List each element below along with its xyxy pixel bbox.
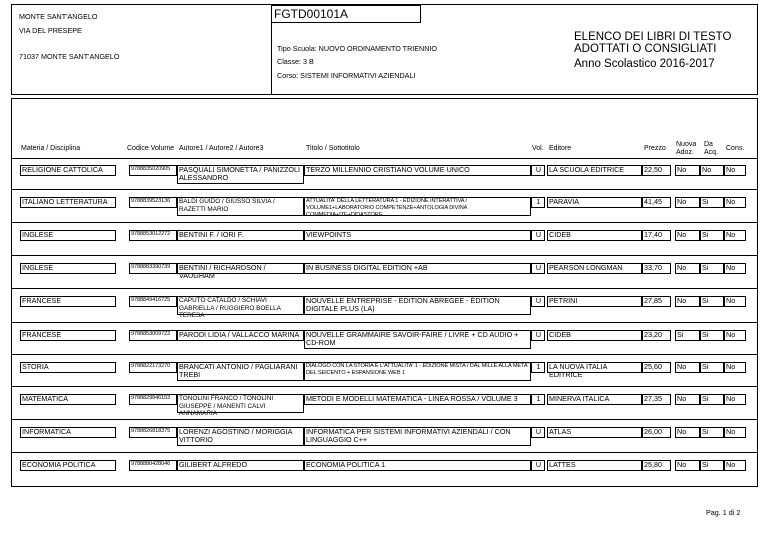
cell-cons: No: [726, 394, 736, 403]
row-separator: [12, 322, 757, 323]
cell-nuova: No: [677, 230, 687, 239]
school-city: 71037 MONTE SANT'ANGELO: [19, 52, 120, 61]
cell-titolo: IN BUSINESS DIGITAL EDITION +AB: [306, 263, 428, 272]
cell-vol: U: [535, 460, 542, 469]
cell-codice: 9788822173270: [131, 363, 171, 369]
cell-prezzo: 17,40: [644, 230, 662, 239]
cell-materia: FRANCESE: [22, 296, 62, 305]
col-da: [704, 141, 718, 157]
cell-nuova: No: [677, 263, 687, 272]
cell-da: Si: [702, 263, 709, 272]
cell-editore: PETRINI: [549, 296, 578, 305]
cell-da: Si: [702, 330, 709, 339]
cell-codice: 9788835020905: [131, 166, 171, 172]
cell-materia: FRANCESE: [22, 330, 62, 339]
cell-editore: CIDEB: [549, 230, 571, 239]
col-prezzo: Prezzo: [644, 145, 666, 152]
cell-materia: STORIA: [22, 362, 49, 371]
cell-editore: CIDEB: [549, 330, 571, 339]
cell-codice: 9788853012272: [131, 231, 171, 237]
row-separator: [12, 386, 757, 387]
row-separator: [12, 222, 757, 223]
cell-materia: RELIGIONE CATTOLICA: [22, 165, 103, 174]
cell-prezzo: 25,80: [644, 460, 662, 469]
cell-vol: 1: [536, 197, 541, 206]
cell-autori: CAPUTO CATALDO / SCHIAVI GABRIELLA / RUGGIERO BOELLA TERESA: [179, 297, 281, 319]
cell-nuova: Si: [677, 330, 684, 339]
header-rule: [12, 158, 757, 159]
cell-da: No: [702, 165, 712, 174]
school-street: VIA DEL PRESEPE: [19, 26, 82, 35]
cell-codice: 9788880428046: [131, 461, 171, 467]
cell-cons: No: [726, 263, 736, 272]
cell-codice: 9788826818375: [131, 428, 171, 434]
cell-prezzo: 33,70: [644, 263, 662, 272]
col-cons: Cons.: [726, 145, 745, 152]
col-vol: Vol.: [532, 145, 544, 152]
books-table: [11, 98, 758, 487]
col-nuova-line2: Adoz.: [676, 149, 694, 156]
cell-codice: 9788883390739: [131, 264, 171, 270]
cell-nuova: No: [677, 394, 687, 403]
cell-prezzo: 23,20: [644, 330, 662, 339]
cell-titolo: METODI E MODELLI MATEMATICA - LINEA ROSSA / VOLUME 3: [306, 394, 518, 403]
row-separator: [12, 189, 757, 190]
cell-titolo: INFORMATICA PER SISTEMI INFORMATIVI AZIENDALI / CON LINGUAGGIO C++: [306, 427, 511, 444]
cell-vol: U: [535, 427, 542, 436]
cell-materia: MATEMATICA: [22, 394, 69, 403]
cell-materia: INGLESE: [22, 263, 54, 272]
col-da-line2: Acq.: [704, 149, 719, 156]
row-separator: [12, 288, 757, 289]
cell-cons: No: [726, 230, 736, 239]
cell-autori: PASQUALI SIMONETTA / PANIZZOLI ALESSANDRO: [179, 165, 301, 182]
cell-vol: 1: [536, 394, 541, 403]
cell-cons: No: [726, 460, 736, 469]
corso: Corso: SISTEMI INFORMATIVI AZIENDALI: [277, 71, 416, 80]
cell-autori: TONOLINI FRANCO / TONOLINI GIUSEPPE / MANENTI CALVI ANNAMARIA: [179, 395, 274, 417]
cell-editore: MINERVA ITALICA: [549, 394, 610, 403]
cell-da: Si: [702, 460, 709, 469]
row-separator: [12, 354, 757, 355]
cell-da: Si: [702, 197, 709, 206]
cell-vol: U: [535, 296, 542, 305]
row-separator: [12, 452, 757, 453]
cell-materia: ITALIANO LETTERATURA: [22, 197, 108, 206]
col-nuova: [676, 141, 696, 157]
cell-editore: PARAVIA: [549, 197, 580, 206]
col-nuova-line1: Nuova: [676, 141, 697, 148]
cell-codice: 9788829846153: [131, 395, 171, 401]
cell-materia: ECONOMIA POLITICA: [22, 460, 96, 469]
document-title-line1: ELENCO DEI LIBRI DI TESTO: [574, 31, 732, 43]
cell-da: Si: [702, 427, 709, 436]
cell-autori: PARODI LIDIA / VALLACCO MARINA: [179, 330, 300, 339]
cell-nuova: No: [677, 460, 687, 469]
cell-editore: LA NUOVA ITALIA EDITRICE: [549, 362, 608, 379]
col-materia: Materia / Disciplina: [21, 145, 81, 152]
cell-autori: BRANCATI ANTONIO / PAGLIARANI TREBI: [179, 362, 298, 379]
cell-codice: 9788853009722: [131, 331, 171, 337]
cell-autori: BALDI GUIDO / GIUSSO SILVIA / RAZETTI MARIO: [179, 198, 275, 213]
row-separator: [12, 255, 757, 256]
cell-vol: U: [535, 330, 542, 339]
cell-codice: 9788849416725: [131, 297, 171, 303]
cell-autori: LORENZI AGOSTINO / MORIGGIA VITTORIO: [179, 427, 293, 444]
cell-nuova: No: [677, 197, 687, 206]
school-code: FGTD00101A: [271, 5, 421, 23]
tipo-scuola: Tipo Scuola: NUOVO ORDINAMENTO TRIENNIO: [277, 44, 438, 53]
cell-autori: BENTINI / RICHARDSON / VAUGHAM: [179, 263, 266, 280]
school-name: MONTE SANT'ANGELO: [19, 12, 98, 21]
cell-prezzo: 27,35: [644, 394, 662, 403]
cell-codice: 9788839523136: [131, 198, 171, 204]
cell-cons: No: [726, 197, 736, 206]
cell-cons: No: [726, 362, 736, 371]
cell-cons: No: [726, 427, 736, 436]
cell-titolo: ECONOMIA POLITICA 1: [306, 460, 386, 469]
cell-titolo: VIEWPOINTS: [306, 230, 352, 239]
cell-titolo: NOUVELLE ENTREPRISE - EDITION ABREGEE - ÉDITION DIGITALE PLUS (LA): [306, 296, 500, 313]
cell-titolo: DIALOGO CON LA STORIA E L'ATTUALITA' 1 - EDIZIONE MISTA / DAL MILLE ALLA META' DEL SEICENTO + ESPANSIONE WEB 1: [306, 363, 529, 376]
row-separator: [12, 419, 757, 420]
cell-da: Si: [702, 296, 709, 305]
cell-prezzo: 25,60: [644, 362, 662, 371]
cell-prezzo: 41,45: [644, 197, 662, 206]
cell-cons: No: [726, 165, 736, 174]
cell-titolo: TERZO MILLENNIO CRISTIANO VOLUME UNICO: [306, 165, 470, 174]
col-editore: Editore: [549, 145, 572, 152]
cell-cons: No: [726, 330, 736, 339]
cell-da: Si: [702, 394, 709, 403]
cell-vol: 1: [536, 362, 541, 371]
cell-cons: No: [726, 296, 736, 305]
cell-vol: U: [535, 165, 542, 174]
cell-autori: BENTINI F. / IORI F.: [179, 230, 244, 239]
cell-prezzo: 22,50: [644, 165, 662, 174]
col-autori: Autore1 / Autore2 / Autore3: [179, 145, 264, 152]
cell-da: Si: [702, 362, 709, 371]
cell-editore: LA SCUOLA EDITRICE: [549, 165, 625, 174]
cell-vol: U: [535, 230, 542, 239]
cell-prezzo: 26,00: [644, 427, 662, 436]
cell-editore: ATLAS: [549, 427, 572, 436]
cell-vol: U: [535, 263, 542, 272]
anno-scolastico: Anno Scolastico 2016-2017: [574, 58, 715, 70]
cell-da: Si: [702, 230, 709, 239]
col-da-line1: Da: [704, 141, 713, 148]
cell-nuova: No: [677, 165, 687, 174]
col-codice: Codice Volume: [127, 145, 175, 152]
cell-prezzo: 27,85: [644, 296, 662, 305]
cell-materia: INFORMATICA: [22, 427, 71, 436]
page-number: Pag. 1 di 2: [706, 508, 741, 517]
classe: Classe: 3 B: [277, 57, 314, 66]
cell-autori: GILIBERT ALFREDO: [179, 460, 248, 469]
cell-titolo: NOUVELLE GRAMMAIRE SAVOIR-FAIRE / LIVRE + CD AUDIO + CD-ROM: [306, 330, 519, 347]
cell-titolo: ATTUALITA' DELLA LETTERATURA 1 - EDIZIONE INTERATTIVA / VOLUME1+LABORATORIO COMPETENZE+ANTOLOGIA DIVINA COMMEDIA+ITE+DIDASTORE: [306, 198, 468, 218]
cell-nuova: No: [677, 427, 687, 436]
cell-materia: INGLESE: [22, 230, 54, 239]
col-titolo: Titolo / Sottotitolo: [306, 145, 360, 152]
cell-nuova: No: [677, 362, 687, 371]
cell-editore: PEARSON LONGMAN: [549, 263, 623, 272]
document-title-line2: ADOTTATI O CONSIGLIATI: [574, 43, 717, 55]
cell-nuova: No: [677, 296, 687, 305]
cell-editore: LATTES: [549, 460, 576, 469]
